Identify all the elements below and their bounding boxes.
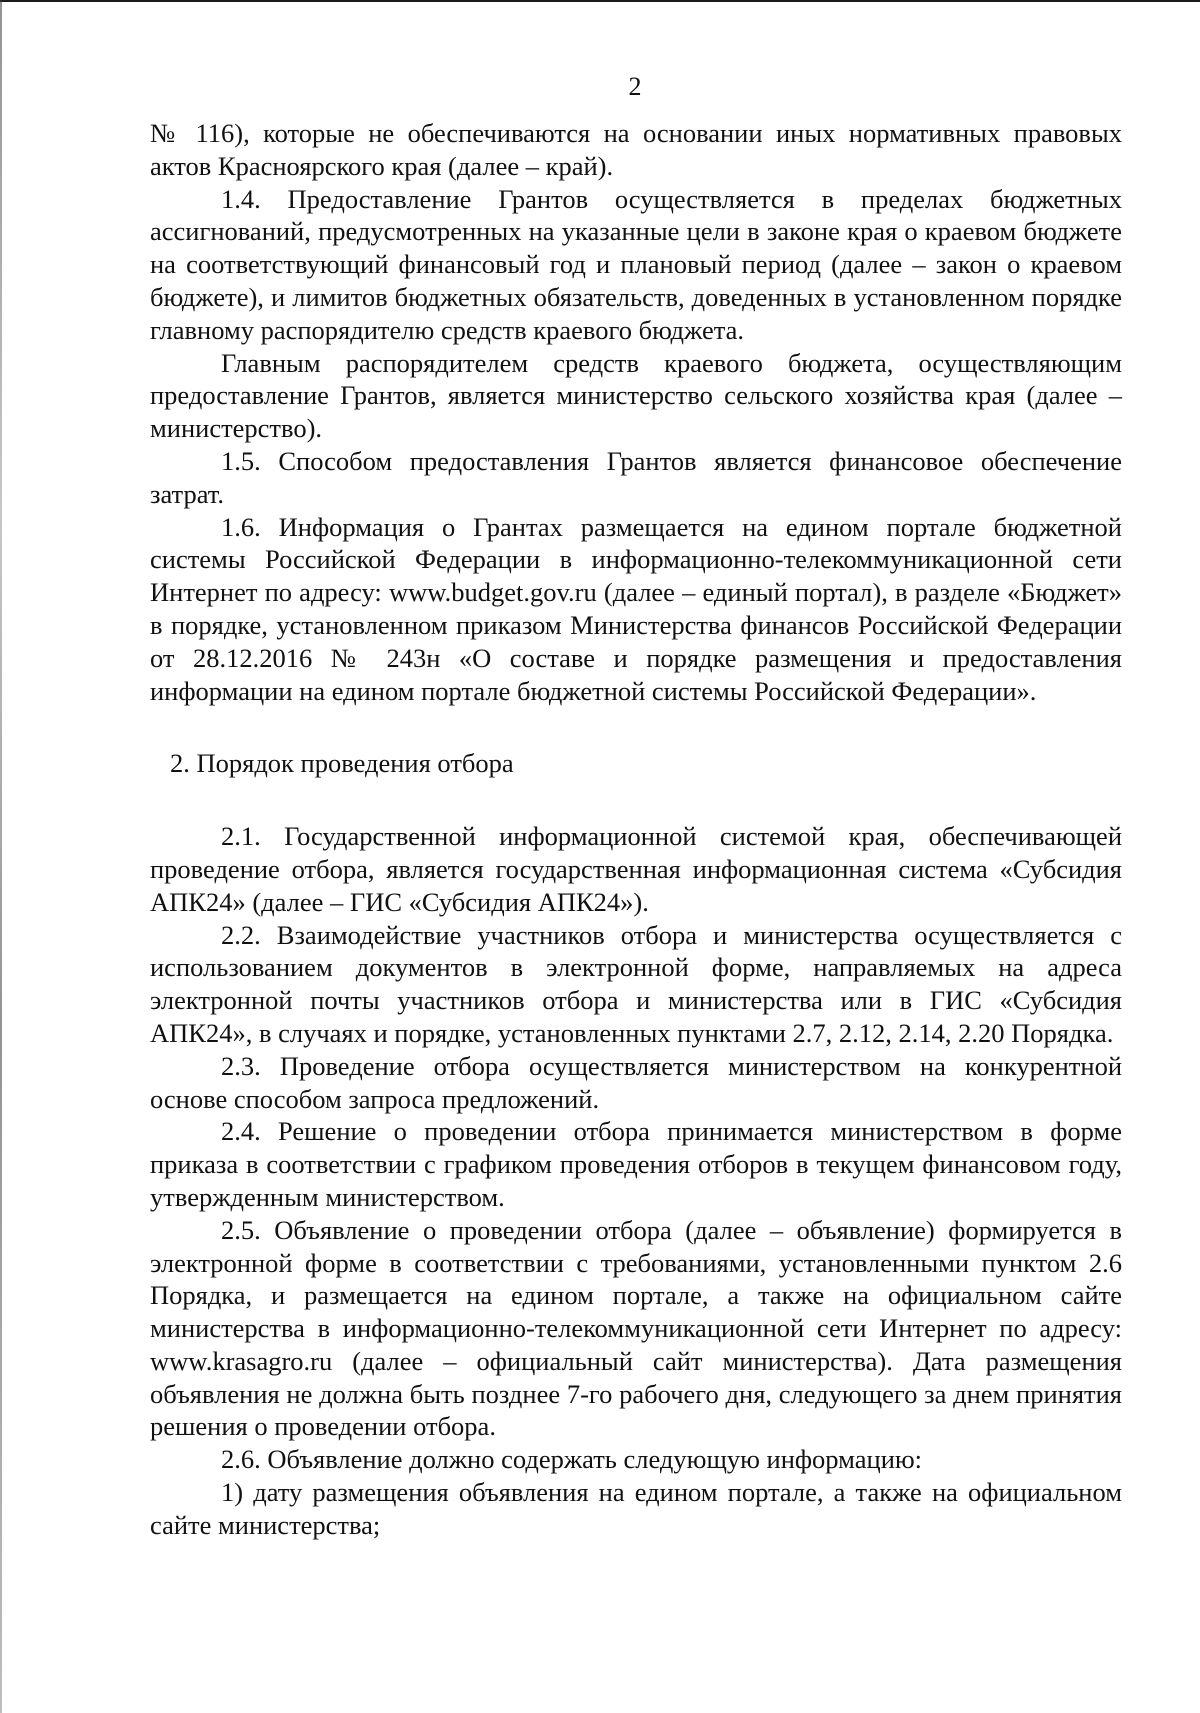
scan-top-edge	[0, 0, 1200, 2]
paragraph-1-6: 1.6. Информация о Грантах размещается на едином портале бюджетной системы Российской Федерации в информационно-телекоммуникационной сети Интернет по адресу: www.budget.gov.ru (далее – единый портал), в разделе «Бюджет» в порядке, установленном приказом Министерства финансов Российской Федерации от 28.12.2016 № 243н «О составе и порядке размещения и предоставления информации на едином портале бюджетной системы Российской Федерации».	[150, 511, 1122, 706]
paragraph-1-4: 1.4. Предоставление Грантов осуществляется в пределах бюджетных ассигнований, предусмотренных на указанные цели в законе края о краевом бюджете на соответствующий финансовый год и плановый период (далее – закон о краевом бюджете), и лимитов бюджетных обязательств, доведенных в установленном порядке главному распорядителю средств краевого бюджета.	[150, 183, 1122, 345]
paragraph-2-6: 2.6. Объявление должно содержать следующую информацию:	[221, 1444, 923, 1475]
section-heading: 2. Порядок проведения отбора	[170, 748, 514, 779]
page-number: 2	[628, 72, 642, 101]
paragraph-2-1: 2.1. Государственной информационной системой края, обеспечивающей проведение отбора, является государственная информационная система «Субсидия АПК24» (далее – ГИС «Субсидия АПК24»).	[150, 821, 1122, 917]
paragraph-1-5: 1.5. Способом предоставления Грантов является финансовое обеспечение затрат.	[150, 445, 1122, 509]
list-item-1: 1) дату размещения объявления на едином портале, а также на официальном сайте министерства;	[150, 1477, 1122, 1540]
scan-left-edge	[0, 0, 2, 1713]
paragraph-2-4: 2.4. Решение о проведении отбора принимается министерством в форме приказа в соответствии с графиком проведения отборов в текущем финансовом году, утвержденным министерством.	[150, 1116, 1122, 1212]
paragraph-2-5: 2.5. Объявление о проведении отбора (далее – объявление) формируется в электронной форме в соответствии с требованиями, установленными пунктом 2.6 Порядка, и размещается на едином портале, а также на официальном сайте министерства в информационно-телекоммуникационной сети Интернет по адресу: www.krasagro.ru (далее – официальный сайт министерства). Дата размещения объявления не должна быть позднее 7-го рабочего дня, следующего за днем принятия решения о проведении отбора.	[150, 1214, 1122, 1442]
paragraph-2-3: 2.3. Проведение отбора осуществляется министерством на конкурентной основе способом запроса предложений.	[150, 1050, 1122, 1114]
document-body	[150, 117, 1122, 1542]
paragraph-2-2: 2.2. Взаимодействие участников отбора и министерства осуществляется с использованием документов в электронной форме, направляемых на адреса электронной почты участников отбора и министерства или в ГИС «Субсидия АПК24», в случаях и порядке, установленных пунктами 2.7, 2.12, 2.14, 2.20 Порядка.	[150, 919, 1122, 1048]
paragraph-chief-administrator: Главным распорядителем средств краевого бюджета, осуществляющим предоставление Грантов, является министерство сельского хозяйства края (далее – министерство).	[150, 347, 1122, 444]
paragraph-continuation: № 116), которые не обеспечиваются на основании иных нормативных правовых актов Красноярского края (далее – край).	[150, 118, 1122, 181]
